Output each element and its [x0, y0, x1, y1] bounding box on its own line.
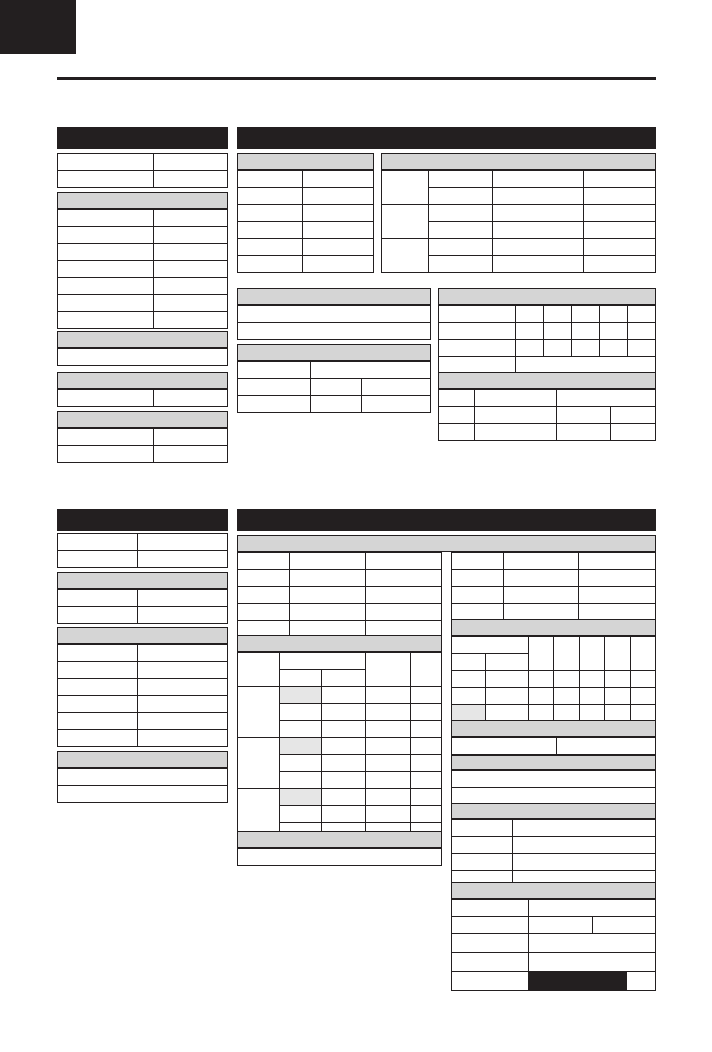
table-row [452, 671, 656, 688]
table-row [238, 323, 431, 340]
s1-right-table-f [438, 389, 656, 441]
table-row [58, 679, 228, 696]
table-row [58, 278, 228, 295]
table-row [238, 171, 374, 188]
table-row [439, 407, 656, 424]
table-row [58, 713, 228, 730]
table-row [452, 637, 656, 654]
s1-left-table-e [57, 428, 228, 463]
s1-right-subheader-f [438, 372, 656, 389]
s2-right-subheader-c [237, 635, 442, 652]
table-row [439, 306, 656, 323]
table-row [238, 379, 431, 396]
section-1-left-title [57, 131, 63, 143]
table-row [452, 553, 656, 570]
s2-right-subheader-f [451, 720, 656, 737]
s1-left-subheader-e [57, 411, 228, 428]
top-rule [57, 77, 656, 80]
table-row [439, 357, 656, 374]
s1-left-subheader-c [57, 331, 228, 348]
section-2-right-header [237, 509, 656, 531]
table-row [382, 171, 656, 188]
table-row [58, 171, 228, 188]
s1-left-table-a [57, 153, 228, 188]
s2-right-table-e [451, 636, 656, 722]
s2-left-subheader-d [57, 751, 228, 768]
table-row [58, 696, 228, 713]
table-row [58, 730, 228, 747]
section-2-left-title [57, 513, 63, 525]
table-row [238, 687, 442, 704]
s1-right-table-b [381, 170, 656, 273]
table-row [382, 239, 656, 256]
s2-right-subheader-i [451, 882, 656, 899]
s2-right-subheader-e [451, 619, 656, 636]
table-row [382, 205, 656, 222]
corner-tab [0, 0, 76, 54]
table-row [58, 429, 228, 446]
s1-left-subheader-b [57, 192, 228, 209]
table-row [452, 738, 656, 755]
table-row [58, 786, 228, 803]
table-row [58, 227, 228, 244]
section-1-right-title [237, 131, 243, 143]
table-row [58, 607, 228, 624]
s1-right-table-e [438, 305, 656, 374]
table-row [439, 424, 656, 441]
s1-right-subheader-b [381, 153, 656, 170]
table-row [238, 738, 442, 755]
table-row [238, 587, 442, 604]
s1-right-subheader-e [438, 288, 656, 305]
s2-right-subheader-g [451, 755, 656, 770]
table-row [58, 769, 228, 786]
table-row [238, 362, 431, 379]
s2-left-table-b [57, 589, 228, 624]
table-row [452, 788, 656, 805]
table-row [58, 390, 228, 407]
s2-left-table-c [57, 644, 228, 747]
table-row [238, 188, 374, 205]
table-row [238, 306, 431, 323]
s1-right-table-c [237, 305, 431, 340]
table-row [58, 154, 228, 171]
table-row [238, 653, 442, 670]
table-row [58, 210, 228, 227]
table-row [58, 446, 228, 463]
table-row [58, 312, 228, 329]
s1-right-subheader-a [237, 153, 374, 170]
s1-left-table-b [57, 209, 228, 329]
table-row [238, 604, 442, 621]
s1-left-table-c [57, 348, 228, 366]
table-row [238, 849, 442, 866]
s1-right-subheader-d [237, 344, 431, 361]
table-row [452, 972, 656, 991]
s2-right-table-h [451, 819, 656, 888]
s2-right-table-c [237, 652, 442, 840]
table-row [58, 534, 228, 551]
table-row [452, 837, 656, 854]
table-row [452, 604, 656, 621]
s2-right-table-a [237, 552, 442, 638]
table-row [58, 261, 228, 278]
section-2-right-title [237, 513, 243, 525]
s2-right-table-f [451, 737, 656, 755]
table-row [58, 349, 228, 366]
table-row [58, 645, 228, 662]
table-row [452, 570, 656, 587]
table-row [452, 854, 656, 871]
s2-left-subheader-b [57, 572, 228, 589]
s2-right-subheader-a [237, 535, 656, 552]
table-row [452, 900, 656, 917]
table-row [58, 551, 228, 568]
s2-left-subheader-c [57, 627, 228, 644]
table-row [452, 688, 656, 705]
table-row [238, 239, 374, 256]
table-row [238, 570, 442, 587]
table-row [452, 917, 656, 934]
table-row [238, 553, 442, 570]
table-row [58, 295, 228, 312]
s1-left-table-d [57, 389, 228, 407]
table-row [439, 323, 656, 340]
table-row [439, 390, 656, 407]
table-row [238, 396, 431, 413]
table-row [58, 662, 228, 679]
s2-right-table-d [237, 848, 442, 866]
table-row [238, 205, 374, 222]
s2-right-table-g [451, 770, 656, 805]
s2-right-subheader-d [237, 831, 442, 848]
table-row [238, 789, 442, 806]
s1-left-subheader-d [57, 372, 228, 389]
table-row [238, 256, 374, 273]
section-1-right-header [237, 127, 656, 149]
table-row [58, 244, 228, 261]
s1-right-table-a [237, 170, 374, 273]
s2-right-table-b [451, 552, 656, 621]
table-row [439, 340, 656, 357]
s2-left-table-a [57, 533, 228, 568]
table-row [452, 771, 656, 788]
section-1-left-header [57, 127, 228, 149]
table-row [452, 953, 656, 972]
section-2-left-header [57, 509, 228, 531]
s2-right-table-i [451, 899, 656, 991]
table-row [452, 587, 656, 604]
table-row [452, 934, 656, 953]
s2-right-subheader-h [451, 803, 656, 819]
s1-right-table-d [237, 361, 431, 413]
table-row [452, 820, 656, 837]
s1-right-subheader-c [237, 288, 431, 305]
table-row [58, 590, 228, 607]
table-row [452, 705, 656, 722]
s2-left-table-d [57, 768, 228, 803]
table-row [238, 222, 374, 239]
